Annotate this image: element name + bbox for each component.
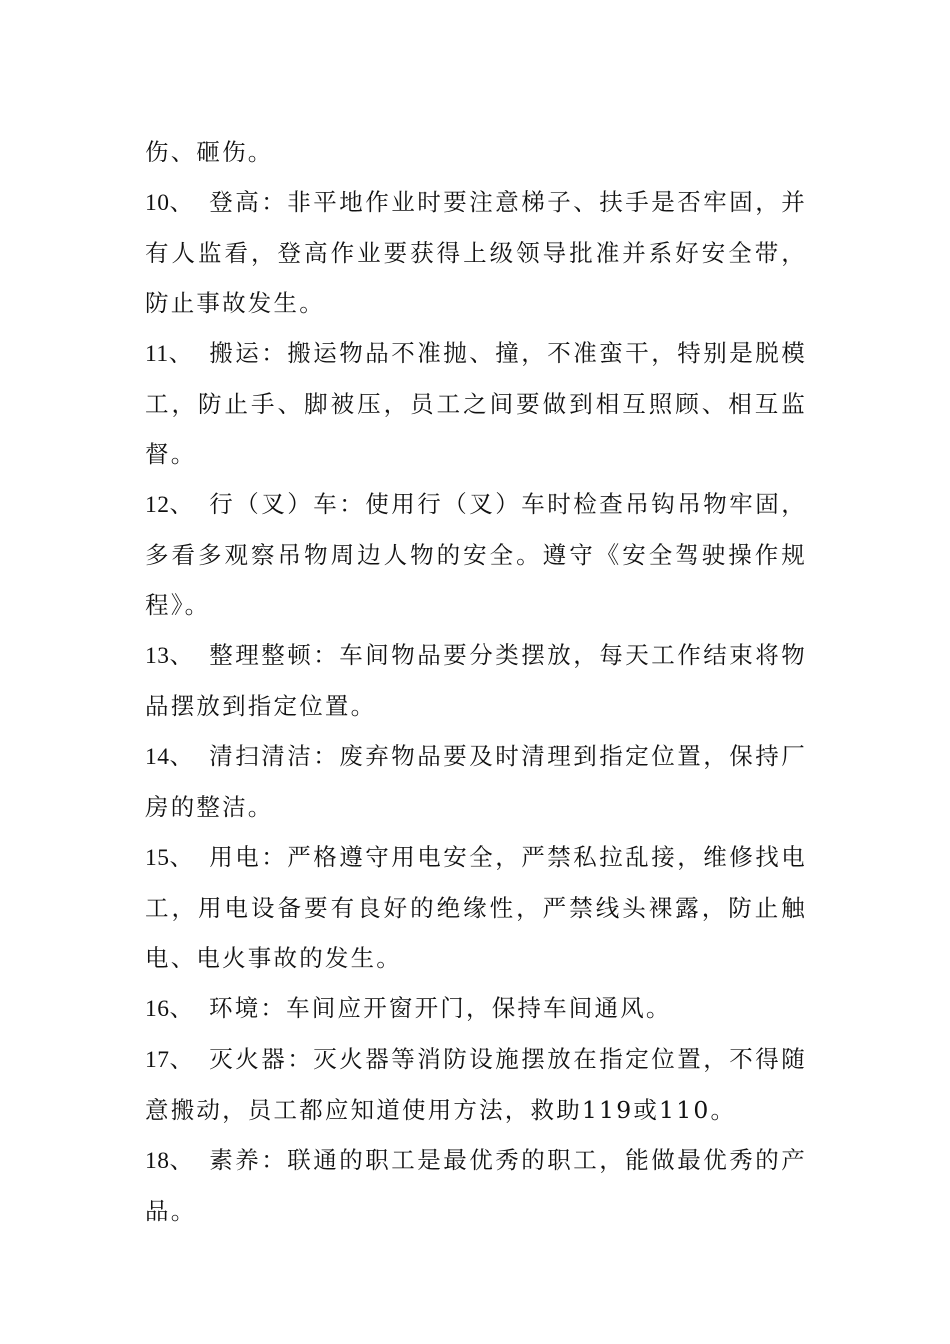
paragraph-text: 灭火器：灭火器等消防设施摆放在指定位置，不得随意搬动，员工都应知道使用方法，救助119或110。 (145, 1045, 807, 1124)
item-number: 14、 (145, 744, 194, 770)
item-number: 16、 (145, 996, 194, 1022)
document-body (145, 127, 807, 1236)
item-number: 15、 (145, 845, 194, 871)
paragraph-continuation (145, 127, 807, 177)
item-number: 10、 (145, 190, 194, 216)
paragraph-item-18 (145, 1135, 807, 1236)
paragraph-item-15 (145, 832, 807, 983)
paragraph-text: 清扫清洁：废弃物品要及时清理到指定位置，保持厂房的整洁。 (145, 742, 807, 821)
paragraph-text: 整理整顿：车间物品要分类摆放，每天工作结束将物品摆放到指定位置。 (145, 641, 807, 720)
paragraph-item-17 (145, 1034, 807, 1135)
paragraph-item-16 (145, 983, 807, 1034)
item-number: 13、 (145, 643, 194, 669)
paragraph-text: 素养：联通的职工是最优秀的职工，能做最优秀的产品。 (145, 1146, 807, 1225)
paragraph-item-13 (145, 630, 807, 731)
item-number: 18、 (145, 1148, 194, 1174)
item-number: 12、 (145, 492, 194, 518)
paragraph-text: 伤、砸伤。 (145, 138, 274, 166)
paragraph-text: 搬运：搬运物品不准抛、撞，不准蛮干，特别是脱模工，防止手、脚被压，员工之间要做到相互照顾、相互监督。 (145, 339, 807, 468)
paragraph-item-12 (145, 479, 807, 630)
paragraph-item-10 (145, 177, 807, 328)
paragraph-text: 行（叉）车：使用行（叉）车时检查吊钩吊物牢固，多看多观察吊物周边人物的安全。遵守《安全驾驶操作规程》。 (145, 490, 807, 619)
paragraph-text: 用电：严格遵守用电安全，严禁私拉乱接，维修找电工，用电设备要有良好的绝缘性，严禁线头裸露，防止触电、电火事故的发生。 (145, 843, 807, 972)
paragraph-item-11 (145, 328, 807, 479)
item-number: 17、 (145, 1047, 194, 1073)
paragraph-item-14 (145, 731, 807, 832)
paragraph-text: 登高：非平地作业时要注意梯子、扶手是否牢固，并有人监看，登高作业要获得上级领导批准并系好安全带，防止事故发生。 (145, 188, 807, 317)
item-number: 11、 (145, 341, 193, 367)
paragraph-text: 环境：车间应开窗开门，保持车间通风。 (209, 994, 672, 1022)
